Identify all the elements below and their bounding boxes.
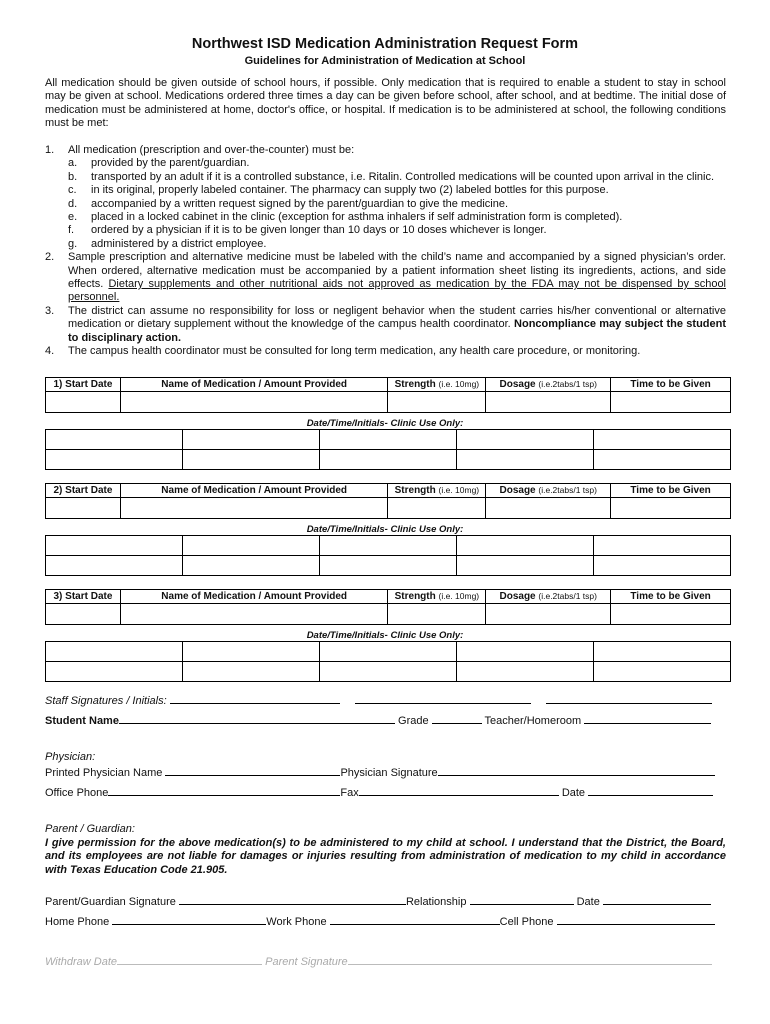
strength-hint: (i.e. 10mg) — [438, 485, 480, 495]
clinic-cell[interactable] — [183, 536, 320, 556]
sub-text: accompanied by a written request signed by the parent/guardian to give the medicine. — [91, 197, 509, 210]
rule-number: 4. — [45, 345, 55, 358]
dosage-cell[interactable] — [486, 392, 611, 413]
medication-name-cell[interactable] — [120, 604, 388, 625]
sub-letter: b. — [68, 170, 78, 183]
rule-text: The district can assume no responsibility for loss or negligent behavior when the student carries his/her conventional or alternative medication or dietary supplement without the knowledge of the campus health coordinator. — [68, 304, 726, 331]
page-subtitle: Guidelines for Administration of Medication at School — [244, 55, 526, 67]
dosage-header — [486, 590, 611, 604]
clinic-cell[interactable] — [594, 450, 731, 470]
clinic-cell[interactable] — [183, 430, 320, 450]
printed-physician-label: Printed Physician Name — [45, 767, 163, 779]
withdraw-parent-signature-field[interactable] — [348, 954, 712, 965]
home-phone-label: Home Phone — [45, 916, 110, 928]
start-date-header: 3) Start Date — [46, 590, 121, 604]
parent-date-field[interactable] — [603, 894, 711, 905]
time-header: Time to be Given — [611, 378, 731, 392]
clinic-cell[interactable] — [46, 430, 183, 450]
clinic-cell[interactable] — [594, 556, 731, 576]
clinic-label-1: Date/Time/Initials- Clinic Use Only: — [306, 418, 464, 429]
parent-signature-row — [45, 894, 711, 909]
dosage-label: Dosage — [499, 591, 536, 602]
clinic-cell[interactable] — [46, 662, 183, 682]
strength-header — [388, 590, 486, 604]
clinic-label-2: Date/Time/Initials- Clinic Use Only: — [306, 524, 464, 535]
physician-row — [45, 765, 715, 780]
sub-text: in its original, properly labeled container. The pharmacy can supply two (2) labeled bottles for this purpose. — [91, 184, 609, 197]
strength-label: Strength — [394, 379, 436, 390]
rule-number: 1. — [45, 144, 55, 156]
parent-date-label: Date — [576, 896, 600, 908]
rule-1e — [68, 211, 726, 224]
clinic-cell[interactable] — [457, 536, 594, 556]
rule-1d — [68, 198, 726, 211]
rule-number: 2. — [45, 251, 55, 264]
rule-text: The campus health coordinator must be consulted for long term medication, any health care procedure, or monitoring. — [68, 345, 641, 358]
clinic-cell[interactable] — [183, 556, 320, 576]
grade-label: Grade — [398, 715, 429, 727]
office-phone-field[interactable] — [108, 785, 340, 796]
withdraw-parent-signature-label: Parent Signature — [265, 956, 348, 968]
sub-letter: g. — [68, 237, 78, 250]
clinic-cell[interactable] — [594, 536, 731, 556]
staff-signatures-label: Staff Signatures / Initials: — [45, 695, 167, 707]
rule-1g — [68, 238, 726, 251]
relationship-label: Relationship — [405, 896, 467, 908]
time-cell[interactable] — [611, 392, 731, 413]
staff-signature-field-1[interactable] — [170, 693, 340, 704]
dosage-cell[interactable] — [486, 604, 611, 625]
rule-1 — [45, 144, 726, 251]
clinic-table-3 — [45, 641, 731, 682]
clinic-label-3: Date/Time/Initials- Clinic Use Only: — [306, 630, 464, 641]
withdraw-date-label: Withdraw Date — [45, 956, 118, 968]
strength-cell[interactable] — [388, 392, 486, 413]
clinic-table-1 — [45, 429, 731, 470]
intro-paragraph: All medication should be given outside of school hours, if possible. Only medication that is required to enable a student to stay in school may be given at school. Medications ordered three times a day can be given before school, after school, and at bedtime. The initial dose of medication must be administered at home, doctor's office, or hospital. If medication is to be administered at school, the following conditions must be met: — [45, 77, 726, 130]
withdraw-row — [45, 954, 712, 969]
cell-phone-label: Cell Phone — [499, 916, 554, 928]
medication-name-cell[interactable] — [120, 498, 388, 519]
sub-text: administered by a district employee. — [91, 237, 267, 250]
start-date-header: 1) Start Date — [46, 378, 121, 392]
rule-number: 3. — [45, 304, 55, 317]
rule-1b — [68, 171, 726, 184]
strength-header — [388, 484, 486, 498]
clinic-cell[interactable] — [457, 430, 594, 450]
fax-field[interactable] — [359, 785, 559, 796]
rule-4 — [45, 345, 726, 358]
conditions-list — [45, 144, 726, 359]
time-header: Time to be Given — [611, 590, 731, 604]
sub-text: placed in a locked cabinet in the clinic (exception for asthma inhalers if self administration form is completed). — [91, 211, 623, 224]
dosage-header — [486, 484, 611, 498]
rule-bold-text: Noncompliance may subject the student to disciplinary action. — [68, 318, 727, 344]
teacher-field[interactable] — [584, 713, 711, 724]
clinic-cell[interactable] — [320, 556, 457, 576]
medication-name-header: Name of Medication / Amount Provided — [120, 484, 388, 498]
parent-signature-field[interactable] — [179, 894, 406, 905]
relationship-field[interactable] — [470, 894, 574, 905]
medication-table-2 — [45, 483, 731, 519]
dosage-hint: (i.e.2tabs/1 tsp) — [538, 379, 597, 389]
rule-underlined-text: Dietary supplements and other nutritional aids not approved as medication by the FDA may not be dispensed by school personnel. — [68, 278, 727, 304]
clinic-cell[interactable] — [320, 450, 457, 470]
rule-3 — [45, 305, 726, 345]
phones-row — [45, 914, 715, 929]
start-date-cell[interactable] — [46, 604, 121, 625]
strength-hint: (i.e. 10mg) — [438, 591, 480, 601]
clinic-table-2 — [45, 535, 731, 576]
rule-text: All medication (prescription and over-the-counter) must be: — [68, 144, 355, 156]
physician-signature-label: Physician Signature — [340, 767, 438, 779]
strength-hint: (i.e. 10mg) — [438, 379, 480, 389]
student-name-label: Student Name — [45, 715, 119, 727]
sub-letter: c. — [68, 184, 77, 197]
page-title: Northwest ISD Medication Administration Request Form — [191, 36, 579, 52]
sub-text: provided by the parent/guardian. — [91, 157, 250, 170]
medication-name-cell[interactable] — [120, 392, 388, 413]
clinic-cell[interactable] — [457, 450, 594, 470]
fax-label: Fax — [340, 787, 359, 799]
staff-signatures-row — [45, 693, 712, 708]
clinic-cell[interactable] — [46, 556, 183, 576]
start-date-cell[interactable] — [46, 392, 121, 413]
strength-cell[interactable] — [388, 498, 486, 519]
student-name-field[interactable] — [119, 713, 395, 724]
physician-date-field[interactable] — [588, 785, 713, 796]
time-cell[interactable] — [611, 498, 731, 519]
start-date-header: 2) Start Date — [46, 484, 121, 498]
work-phone-label: Work Phone — [266, 916, 327, 928]
date-label: Date — [561, 787, 586, 799]
sub-letter: e. — [68, 211, 78, 224]
time-cell[interactable] — [611, 604, 731, 625]
student-row — [45, 713, 711, 728]
dosage-label: Dosage — [499, 379, 536, 390]
office-row — [45, 785, 713, 800]
sub-letter: a. — [68, 157, 78, 170]
cell-phone-field[interactable] — [557, 914, 715, 925]
clinic-cell[interactable] — [457, 662, 594, 682]
clinic-cell[interactable] — [320, 536, 457, 556]
clinic-cell[interactable] — [320, 642, 457, 662]
withdraw-date-field[interactable] — [117, 954, 262, 965]
rule-2 — [45, 251, 726, 305]
rule-text: Sample prescription and alternative medicine must be labeled with the child’s name and accompanied by a signed physician’s order. When ordered, alternative medication must be accompanied by a patient information sheet listing its ingredients, actions, and side effects. — [68, 251, 726, 291]
physician-heading: Physician: — [45, 751, 96, 763]
strength-header — [388, 378, 486, 392]
medication-table-1 — [45, 377, 731, 413]
sub-letter: d. — [68, 197, 78, 210]
sub-text: ordered by a physician if it is to be given longer than 10 days or 10 doses whichever is longer. — [91, 224, 547, 237]
office-phone-label: Office Phone — [45, 787, 109, 799]
rule-1c — [68, 184, 726, 197]
strength-cell[interactable] — [388, 604, 486, 625]
clinic-cell[interactable] — [594, 642, 731, 662]
grade-field[interactable] — [432, 713, 482, 724]
dosage-header — [486, 378, 611, 392]
parent-signature-label: Parent/Guardian Signature — [45, 896, 176, 908]
strength-label: Strength — [394, 591, 436, 602]
clinic-cell[interactable] — [183, 662, 320, 682]
home-phone-field[interactable] — [112, 914, 266, 925]
clinic-cell[interactable] — [594, 662, 731, 682]
rule-1a — [68, 157, 726, 170]
clinic-cell[interactable] — [183, 642, 320, 662]
clinic-cell[interactable] — [46, 536, 183, 556]
clinic-cell[interactable] — [46, 642, 183, 662]
strength-label: Strength — [394, 485, 436, 496]
dosage-label: Dosage — [499, 485, 536, 496]
teacher-label: Teacher/Homeroom — [484, 715, 582, 727]
medication-name-header: Name of Medication / Amount Provided — [120, 590, 388, 604]
parent-guardian-heading: Parent / Guardian: — [45, 823, 135, 835]
rule-1f — [68, 224, 726, 237]
clinic-cell[interactable] — [457, 642, 594, 662]
clinic-cell[interactable] — [320, 662, 457, 682]
sub-text: transported by an adult if it is a controlled substance, i.e. Ritalin. Controlled medications will be counted upon arrival in the clinic. — [91, 170, 715, 183]
clinic-cell[interactable] — [594, 430, 731, 450]
clinic-cell[interactable] — [320, 430, 457, 450]
sub-letter: f. — [68, 224, 75, 237]
clinic-cell[interactable] — [457, 556, 594, 576]
dosage-cell[interactable] — [486, 498, 611, 519]
clinic-cell[interactable] — [183, 450, 320, 470]
clinic-cell[interactable] — [46, 450, 183, 470]
printed-physician-field[interactable] — [165, 765, 340, 776]
medication-name-header: Name of Medication / Amount Provided — [120, 378, 388, 392]
staff-signature-field-2[interactable] — [355, 693, 531, 704]
time-header: Time to be Given — [611, 484, 731, 498]
dosage-hint: (i.e.2tabs/1 tsp) — [538, 485, 597, 495]
physician-signature-field[interactable] — [438, 765, 715, 776]
work-phone-field[interactable] — [330, 914, 500, 925]
dosage-hint: (i.e.2tabs/1 tsp) — [538, 591, 597, 601]
permission-statement: I give permission for the above medication(s) to be administered to my child at school. I understand that the District, the Board, and its employees are not liable for damages or injuries resulting from administration of medication to my child in accordance with Texas Education Code 21.905. — [45, 837, 726, 876]
medication-table-3 — [45, 589, 731, 625]
start-date-cell[interactable] — [46, 498, 121, 519]
staff-signature-field-3[interactable] — [546, 693, 712, 704]
